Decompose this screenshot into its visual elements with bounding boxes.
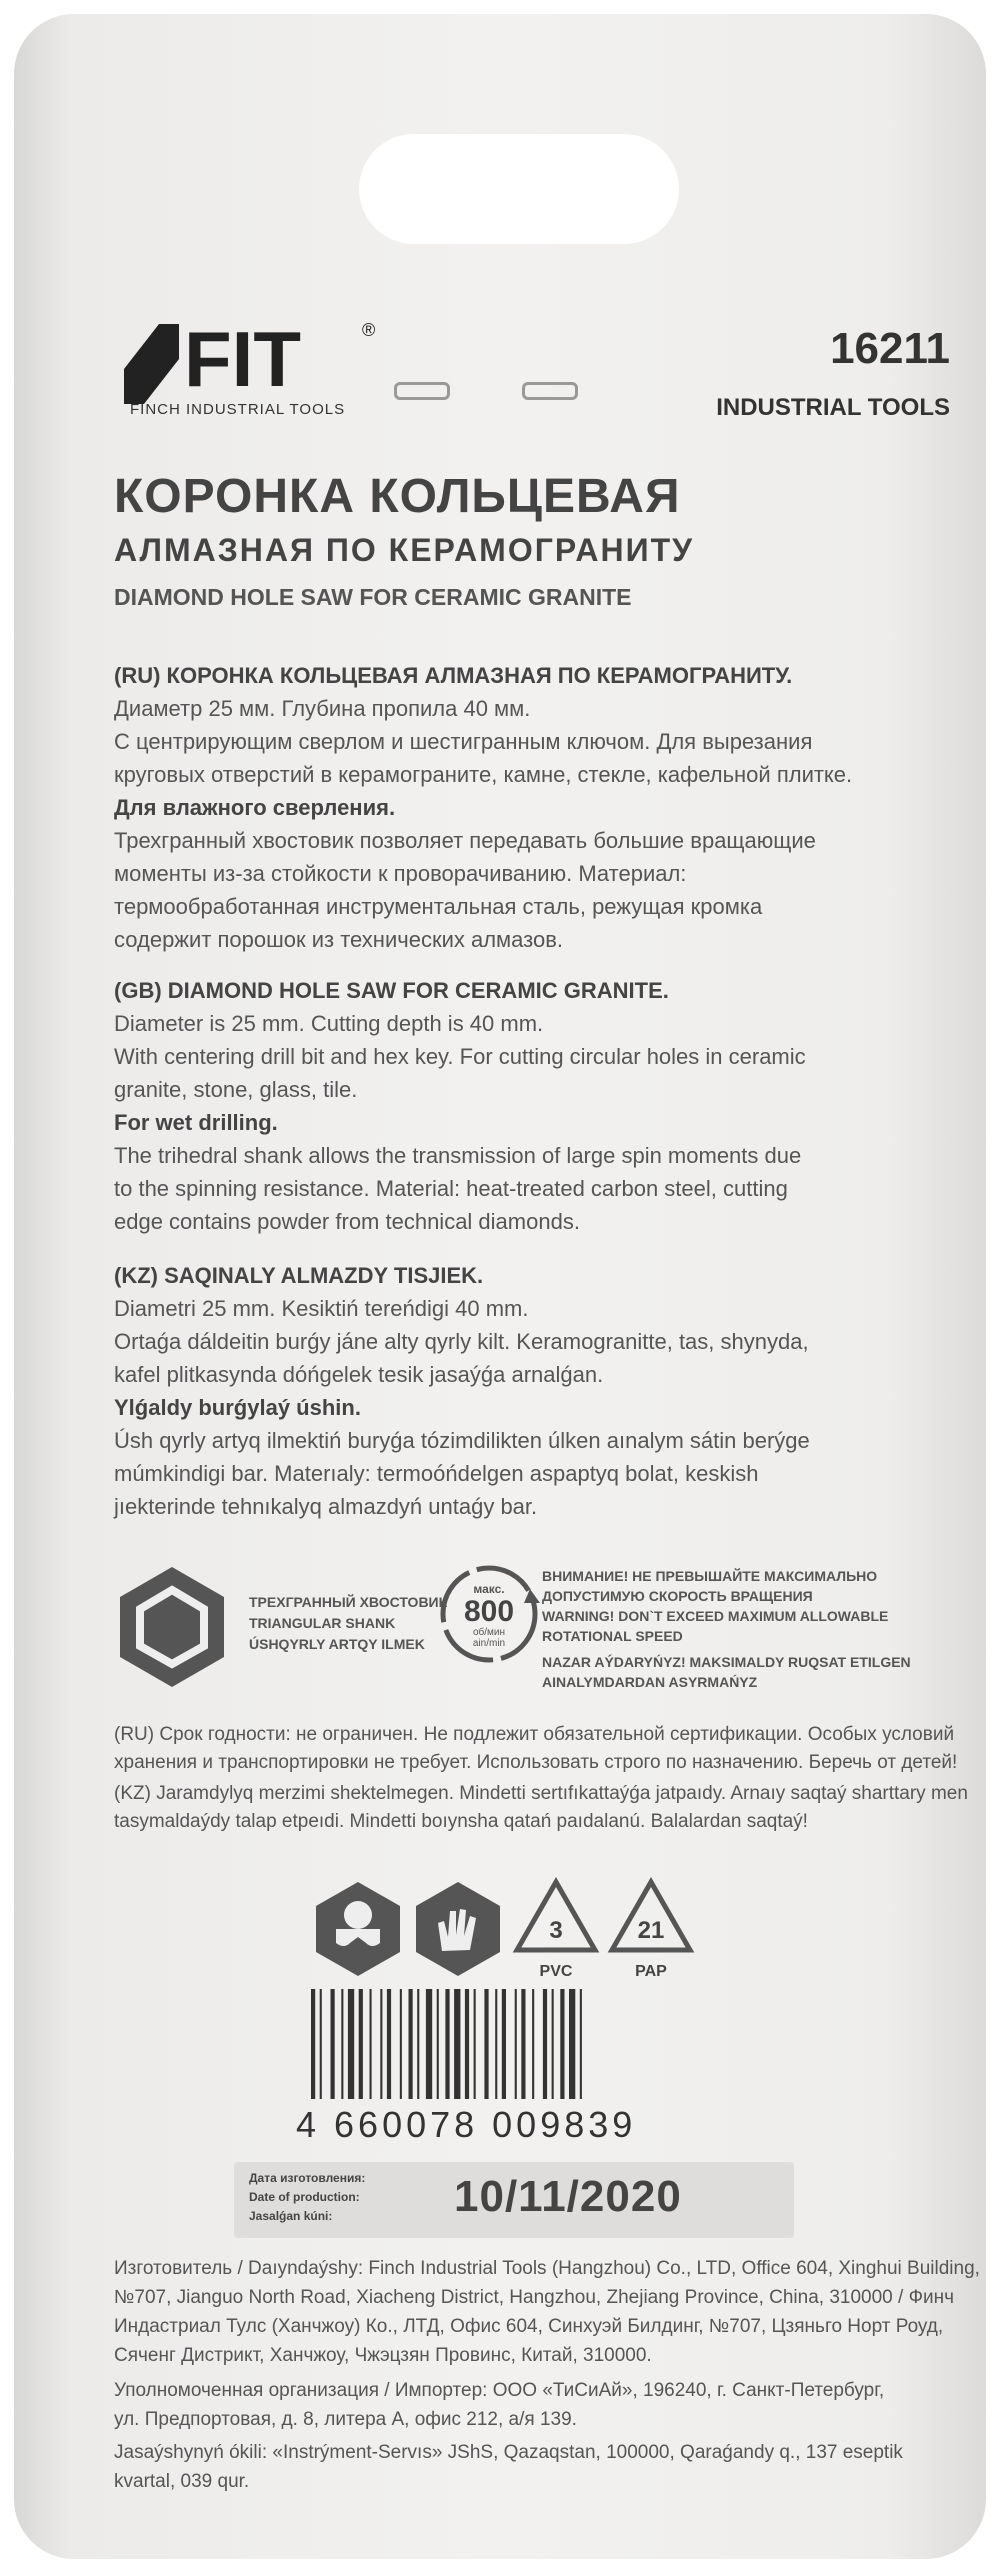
importer-info: Уполномоченная организация / Импортер: ООО «ТиСиАй», 196240, г. Санкт-Петербург, ул. Предпортовая, д. 8, литера А, офис 212, а/я 139. [114, 2380, 885, 2430]
recycle-pap-icon [606, 1876, 696, 1986]
svg-text:PAP: PAP [635, 1963, 667, 1980]
max-speed-icon [434, 1559, 544, 1669]
storage-note-ru: (RU) Срок годности: не ограничен. Не подлежит обязательной сертификации. Особых условий хранения и транспортировки не требует. Использовать строго по назначению. Беречь от детей! [114, 1724, 958, 1773]
package-card [14, 14, 986, 2559]
gloves-icon [412, 1879, 504, 1979]
svg-text:об/мин: об/мин [472, 1627, 506, 1638]
shank-label: ТРЕХГРАННЫЙ ХВОСТОВИК TRIANGULAR SHANK ÚSHQYRLY ARTQY ILMEK [249, 1594, 448, 1652]
description-gb: (GB) DIAMOND HOLE SAW FOR CERAMIC GRANITE. Diameter is 25 mm. Cutting depth is 40 mm. With centering drill bit and hex key. For cutting circular holes in ceramic granite, stone, glass, tile. For wet drilling. The trihedral shank allows the transmission of large spin moments due to the spinning resistance. Material: heat-treated carbon steel, cutting edge contains powder from technical diamonds. [114, 978, 806, 1234]
svg-text:21: 21 [637, 1917, 665, 1944]
description-ru: (RU) КОРОНКА КОЛЬЦЕВАЯ АЛМАЗНАЯ ПО КЕРАМОГРАНИТУ. Диаметр 25 мм. Глубина пропила 40 мм. С центрирующим сверлом и шестигранным ключом. Для вырезания круговых отверстий в керамограните, камне, стекле, кафельной плитке. Для влажного сверления. Трехгранный хвостовик позволяет передавать большие вращающие моменты из-за стойкости к проворачиванию. Материал: термообработанная инструментальная сталь, режущая кромка содержит порошок из технических алмазов. [114, 663, 853, 952]
svg-text:800: 800 [463, 1595, 515, 1628]
recycle-pvc-icon [511, 1876, 601, 1986]
triangular-shank-icon [112, 1562, 232, 1692]
fit-logo [124, 314, 394, 414]
goggles-icon [312, 1879, 404, 1979]
svg-text:FIT: FIT [184, 315, 301, 403]
staple [522, 382, 578, 400]
svg-text:®: ® [362, 320, 376, 340]
category-label: INDUSTRIAL TOOLS [716, 394, 950, 421]
article-number: 16211 [830, 324, 950, 373]
hang-hole [359, 134, 679, 244]
storage-note-kz: (KZ) Jaramdylyq merzimi shektelmegen. Mindetti sertıfıkattaýǵa jatpaıdy. Arnaıy saqtaý sharttary men tasymaldaýdy talap etpeıdi. Mindetti boıynsha qatań paıdalanú. Balalardan saqtaý! [114, 1783, 968, 1832]
manufacturer-info: Изготовитель / Daıyndaýshy: Finch Industrial Tools (Hangzhou) Co., LTD, Office 604, Xinghui Building, №707, Jianguo North Road, Xiacheng District, Hangzhou, Zhejiang Province, China, 310000 / Финч Индастриал Тулс (Ханчжоу) Ко., ЛТД, Офис 604, Синхуэй Билдинг, №707, Цзяньго Норт Роуд, Сяченг Дистрикт, Ханчжоу, Чжэцзян Провинс, Китай, 310000. [114, 2258, 980, 2366]
svg-text:ain/min: ain/min [472, 1638, 506, 1649]
svg-text:PVC: PVC [539, 1963, 573, 1980]
description-kz: (KZ) SAQINALY ALMAZDY TISJIEK. Diametri 25 mm. Kesiktiń tereńdigi 40 mm. Ortaǵa dáldeitin burǵy jáne alty qyrly kilt. Keramogranitte, tas, shynyda, kafel plitkasynda dóńgelek tesik jasaýǵa arnalǵan. Ylǵaldy burǵylaý úshin. Úsh qyrly artyq ilmektiń buryǵa tózimdilikten úlken aınalym sátin berýge múmkindigi bar. Materıaly: termoóńdelgen aspaptyq bolat, keskish jıekterinde tehnıkalyq almazdyń untaǵy bar. [114, 1263, 810, 1519]
product-subtitle: АЛМАЗНАЯ ПО КЕРАМОГРАНИТУ [114, 532, 695, 568]
staple [394, 382, 450, 400]
svg-text:макс.: макс. [473, 1582, 505, 1596]
svg-text:3: 3 [549, 1917, 563, 1944]
barcode-digits: 4 660078 009839 [296, 2104, 637, 2145]
product-title: КОРОНКА КОЛЬЦЕВАЯ [114, 470, 681, 523]
production-date-label: Дата изготовления: Date of production: Jasalǵan kúni: [249, 2171, 366, 2223]
product-title-en: DIAMOND HOLE SAW FOR CERAMIC GRANITE [114, 584, 632, 610]
speed-warning: ВНИМАНИЕ! НЕ ПРЕВЫШАЙТЕ МАКСИМАЛЬНО ДОПУСТИМУЮ СКОРОСТЬ ВРАЩЕНИЯ WARNING! DON`T EXCEED MAXIMUM ALLOWABLE ROTATIONAL SPEED NAZAR AÝDARYŃYZ! MAKSIMALDY RUQSAT ETILGEN AINALYMDARDAN ASYRMAŃYZ [542, 1568, 911, 1690]
kz-representative-info: Jasaýshynyń ókili: «Instrýment-Servıs» JShS, Qazaqstan, 100000, Qaraǵandy q., 137 eseptik kvartal, 039 qur. [114, 2442, 903, 2492]
barcode [309, 1989, 679, 2109]
production-date: 10/11/2020 [454, 2172, 682, 2221]
logo-subtitle: FINCH INDUSTRIAL TOOLS [130, 401, 346, 418]
